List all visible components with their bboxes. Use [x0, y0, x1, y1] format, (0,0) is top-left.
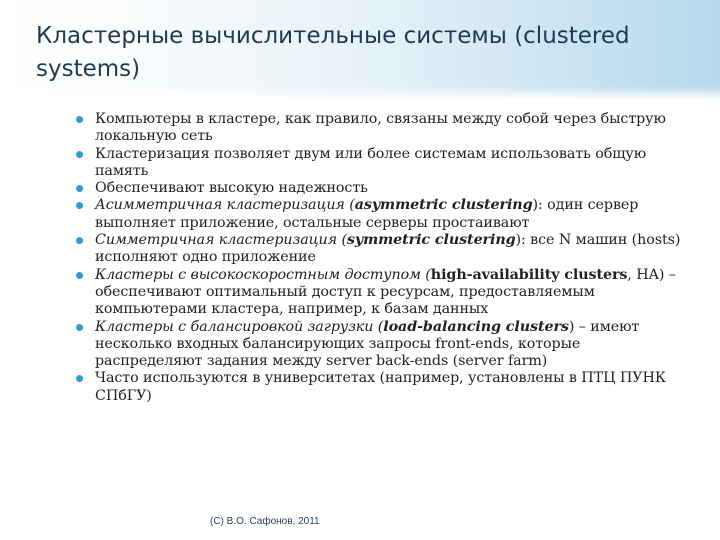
slide-title: Кластерные вычислительные системы (clustered systems)	[36, 23, 630, 82]
bullet-text: Кластеры с высокоскоростным доступом (	[95, 266, 431, 283]
bullet-dot-icon	[76, 151, 83, 158]
bullet-text: Асимметричная кластеризация (	[95, 197, 355, 214]
bullet-item	[76, 111, 691, 146]
bullet-text: ): один сервер выполняет приложение, остальные серверы простаивают	[95, 197, 639, 231]
bullet-item	[76, 232, 691, 267]
bullet-dot-icon	[76, 202, 83, 209]
bullet-dot-icon	[76, 272, 83, 279]
bullet-dot-icon	[76, 116, 83, 123]
bullet-text: Часто используются в университетах (например, установлены в ПТЦ ПУНК СПбГУ)	[95, 370, 666, 404]
bullet-text: high-availability clusters	[430, 266, 628, 283]
bullet-item	[76, 370, 691, 405]
bullet-item	[76, 267, 691, 319]
bullet-text: Кластеризация позволяет двум или более системам использовать общую память	[95, 145, 647, 179]
bullet-text: Кластеры с балансировкой загрузки (	[95, 318, 384, 335]
bullet-dot-icon	[76, 375, 83, 382]
bullet-text: asymmetric clustering	[354, 197, 533, 214]
bullet-text: symmetric clustering	[346, 232, 516, 249]
bullet-text: ): все N машин (hosts) исполняют одно приложение	[95, 232, 681, 266]
bullet-dot-icon	[76, 237, 83, 244]
bullet-item	[76, 319, 691, 371]
bullet-dot-icon	[76, 324, 83, 331]
slide-footer: (C) В.О. Сафонов, 2011	[210, 516, 320, 527]
bullet-dot-icon	[76, 185, 83, 192]
bullet-list	[76, 111, 691, 405]
bullet-text: Симметричная кластеризация (	[95, 232, 347, 249]
bullet-text: Обеспечивают высокую надежность	[95, 180, 368, 197]
bullet-text: , HA) – обеспечивают оптимальный доступ к ресурсам, предоставляемым компьютерами кластера, например, к базам данных	[95, 266, 676, 318]
bullet-text: load-balancing clusters	[383, 318, 569, 335]
bullet-item	[76, 197, 691, 232]
bullet-item	[76, 180, 691, 197]
bullet-text: ) – имеют несколько входных балансирующих запросы front-ends, которые распределяют задания между server back-ends (server farm)	[95, 318, 640, 370]
bullet-text: Компьютеры в кластере, как правило, связаны между собой через быструю локальную сеть	[95, 111, 666, 145]
bullet-item	[76, 146, 691, 181]
